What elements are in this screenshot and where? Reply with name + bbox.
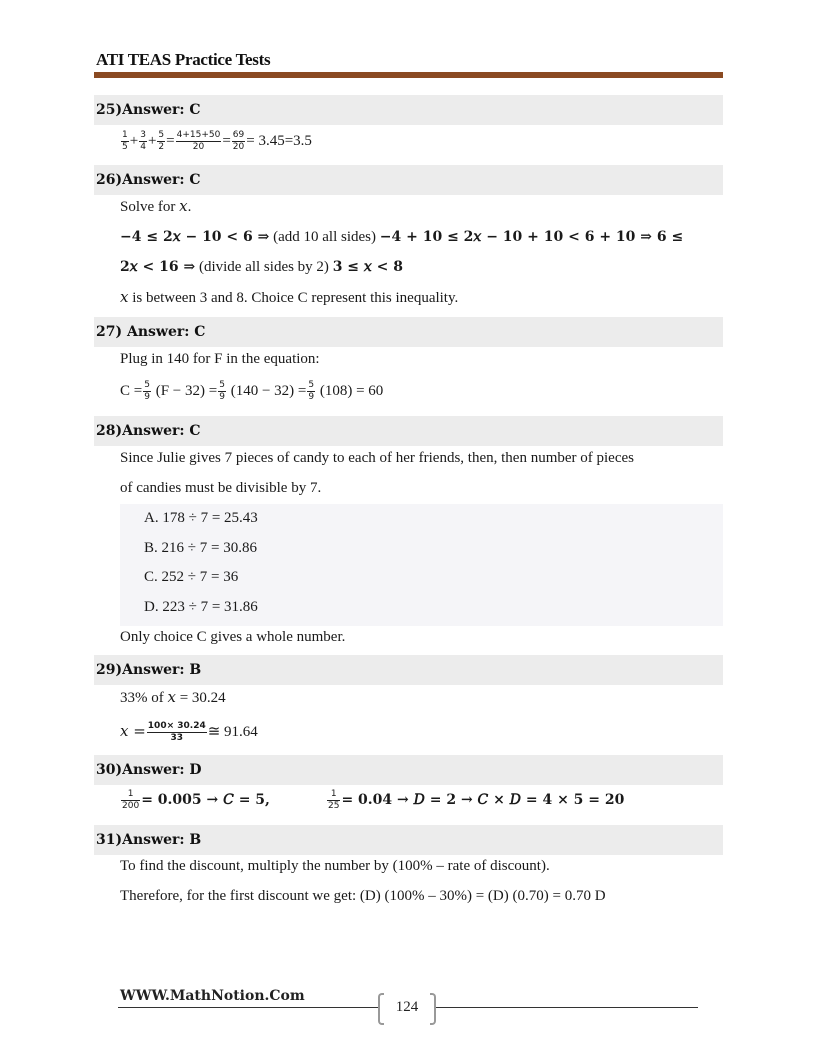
fraction: $\frac{4+15+50}{20}$ [176, 130, 221, 153]
answer-heading-28: 28)Answer: C [96, 423, 201, 439]
fraction: $\frac{100\times 30.24}{33}$ [147, 721, 206, 744]
title-divider [94, 72, 723, 78]
fraction: $\frac{1}{25}$ [328, 788, 340, 811]
answer-28-line-2: of candies must be divisible by 7. [120, 480, 322, 496]
answer-30-equation-2: $\frac{1}{25}$ = 0.04 → 𝐷 = 2 → 𝐶 × 𝐷 = 4 × 5 = 20 [328, 788, 625, 811]
option-c: C. 252 ÷ 7 = 36 [144, 569, 239, 585]
answer-27-equation: C = $\frac{5}{9}$ (F − 32) = $\frac{5}{9}$ (140 − 32) = $\frac{5}{9}$ (108) = 60 [120, 380, 384, 403]
answer-26-line-4: 𝑥 is between 3 and 8. Choice C represent this inequality. [120, 288, 459, 306]
answer-30-equation-1: $\frac{1}{200}$ = 0.005 → 𝐶 = 5, [122, 788, 270, 811]
fraction: $\frac{5}{2}$ [158, 130, 165, 153]
page-number: 124 [395, 999, 419, 1015]
right-bracket-icon [430, 993, 436, 1025]
answer-28-line-1: Since Julie gives 7 pieces of candy to each of her friends, then, then number of pieces [120, 450, 634, 466]
fraction: $\frac{5}{9}$ [308, 380, 315, 403]
answer-29-line-1: 33% of 𝑥 = 30.24 [120, 688, 226, 706]
answer-heading-31: 31)Answer: B [96, 832, 202, 848]
page-title: ATI TEAS Practice Tests [96, 50, 271, 69]
fraction: $\frac{69}{20}$ [232, 130, 245, 153]
option-b: B. 216 ÷ 7 = 30.86 [144, 540, 257, 556]
answer-heading-25: 25)Answer: C [96, 102, 201, 118]
option-a: A. 178 ÷ 7 = 25.43 [144, 510, 258, 526]
answer-31-line-2: Therefore, for the first discount we get: (D) (100% – 30%) = (D) (0.70) = 0.70 D [120, 888, 606, 904]
fraction: $\frac{3}{4}$ [140, 130, 146, 153]
answer-heading-26: 26)Answer: C [96, 172, 201, 188]
answer-26-line-2: −4 ≤ 2𝑥 − 10 < 6 ⇒ (add 10 all sides) −4 + 10 ≤ 2𝑥 − 10 + 10 < 6 + 10 ⇒ 6 ≤ [120, 229, 684, 245]
answer-26-line-3: 2𝑥 < 16 ⇒ (divide all sides by 2) 3 ≤ 𝑥 < 8 [120, 259, 404, 275]
left-bracket-icon [378, 993, 384, 1025]
footer-website: WWW.MathNotion.Com [120, 988, 305, 1004]
fraction: $\frac{1}{5}$ [122, 130, 128, 153]
answer-heading-27: 27) Answer: C [96, 324, 206, 340]
option-d: D. 223 ÷ 7 = 31.86 [144, 599, 258, 615]
fraction: $\frac{5}{9}$ [144, 380, 150, 403]
answer-31-line-1: To find the discount, multiply the number by (100% – rate of discount). [120, 858, 550, 874]
answer-26-line-1: Solve for 𝑥. [120, 199, 192, 215]
fraction: $\frac{5}{9}$ [219, 380, 225, 403]
answer-heading-29: 29)Answer: B [96, 662, 202, 678]
page-number-box [378, 993, 436, 1021]
answer-27-line-1: Plug in 140 for F in the equation: [120, 351, 320, 367]
answer-29-equation: 𝑥 = $\frac{100\times 30.24}{33}$ ≅ 91.64 [120, 721, 258, 744]
fraction: $\frac{1}{200}$ [122, 788, 140, 811]
answer-heading-30: 30)Answer: D [96, 762, 202, 778]
answer-25-equation: $\frac{1}{5}$ + $\frac{3}{4}$ + $\frac{5}{2}$ = $\frac{4+15+50}{20}$ = $\frac{69}{20}$ = 3.45=3.5 [122, 130, 312, 153]
answer-28-line-3: Only choice C gives a whole number. [120, 629, 346, 645]
